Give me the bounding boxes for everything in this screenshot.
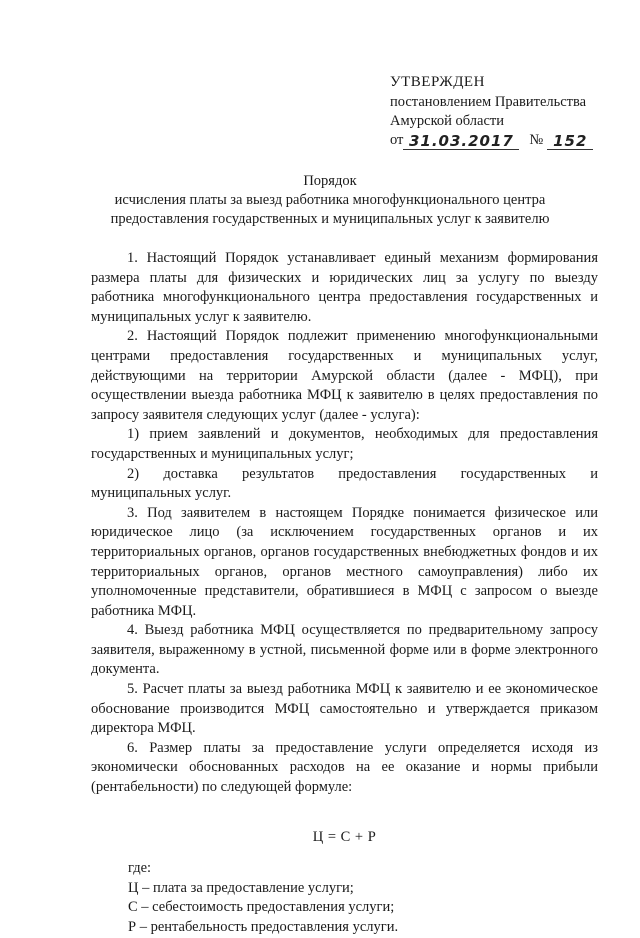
definition-cost: С – себестоимость предоставления услуги; (128, 899, 395, 916)
date-prefix: от (390, 132, 404, 148)
approval-stamp (390, 73, 630, 150)
title-line-2: исчисления платы за выезд работника многофункционального центра (114, 192, 546, 208)
paragraph-2: 2. Настоящий Порядок подлежит применению многофункциональными центрами предоставления государственных и муниципальных услуг, действующими на территории Амурской области (далее - МФЦ), при осуществлении выезда работника МФЦ к заявителю в целях предоставления по запросу заявителя следующих услуг (далее - услуга): (91, 328, 598, 423)
paragraph-2-item-2: 2) доставка результатов предоставления государственных и муниципальных услуг. (91, 465, 598, 502)
paragraph-6: 6. Размер платы за предоставление услуги определяется исходя из экономически обоснованных расходов на ее оказание и нормы прибыли (рентабельности) по следующей формуле: (91, 739, 598, 796)
handwritten-date: 31.03.2017 (403, 133, 519, 150)
paragraph-3: 3. Под заявителем в настоящем Порядке понимается физическое или юридическое лицо (за исключением государственных органов и их территориальных органов, органов государственных внебюджетных фондов и их территориальных органов, органов местного самоуправления) либо их уполномоченные представители, обратившиеся в МФЦ с запросом о выезде работника МФЦ. (91, 504, 598, 619)
definition-price: Ц – плата за предоставление услуги; (128, 879, 354, 896)
paragraph-5: 5. Расчет платы за выезд работника МФЦ к заявителю и ее экономическое обоснование производится МФЦ самостоятельно и утверждается приказом директора МФЦ. (91, 681, 598, 737)
document-body (91, 249, 598, 938)
approval-heading: УТВЕРЖДЕН (390, 74, 485, 90)
formula: Ц = С + Р (312, 828, 377, 845)
paragraph-4: 4. Выезд работника МФЦ осуществляется по предварительному запросу заявителя, выраженному в устной, письменной форме или в форме электронного документа. (91, 622, 598, 678)
approval-date-number (390, 131, 630, 150)
paragraph-2-item-1: 1) прием заявлений и документов, необходимых для предоставления государственных и муниципальных услуг; (91, 426, 598, 462)
definition-profitability: Р – рентабельность предоставления услуги. (128, 919, 399, 935)
approval-line-1: постановлением Правительства (390, 94, 587, 110)
title-line-1: Порядок (303, 173, 357, 189)
handwritten-number: 152 (547, 133, 593, 150)
paragraph-1: 1. Настоящий Порядок устанавливает единый механизм формирования размера платы для физических и юридических лиц за услугу по выезду работника многофункционального центра предоставления государственных и муниципальных услуг к заявителю. (91, 250, 598, 325)
title-line-3: предоставления государственных и муниципальных услуг к заявителю (110, 211, 550, 227)
document-title (80, 172, 580, 229)
number-sign: № (529, 132, 544, 148)
approval-line-2: Амурской области (390, 113, 504, 129)
where-label: где: (128, 860, 152, 877)
